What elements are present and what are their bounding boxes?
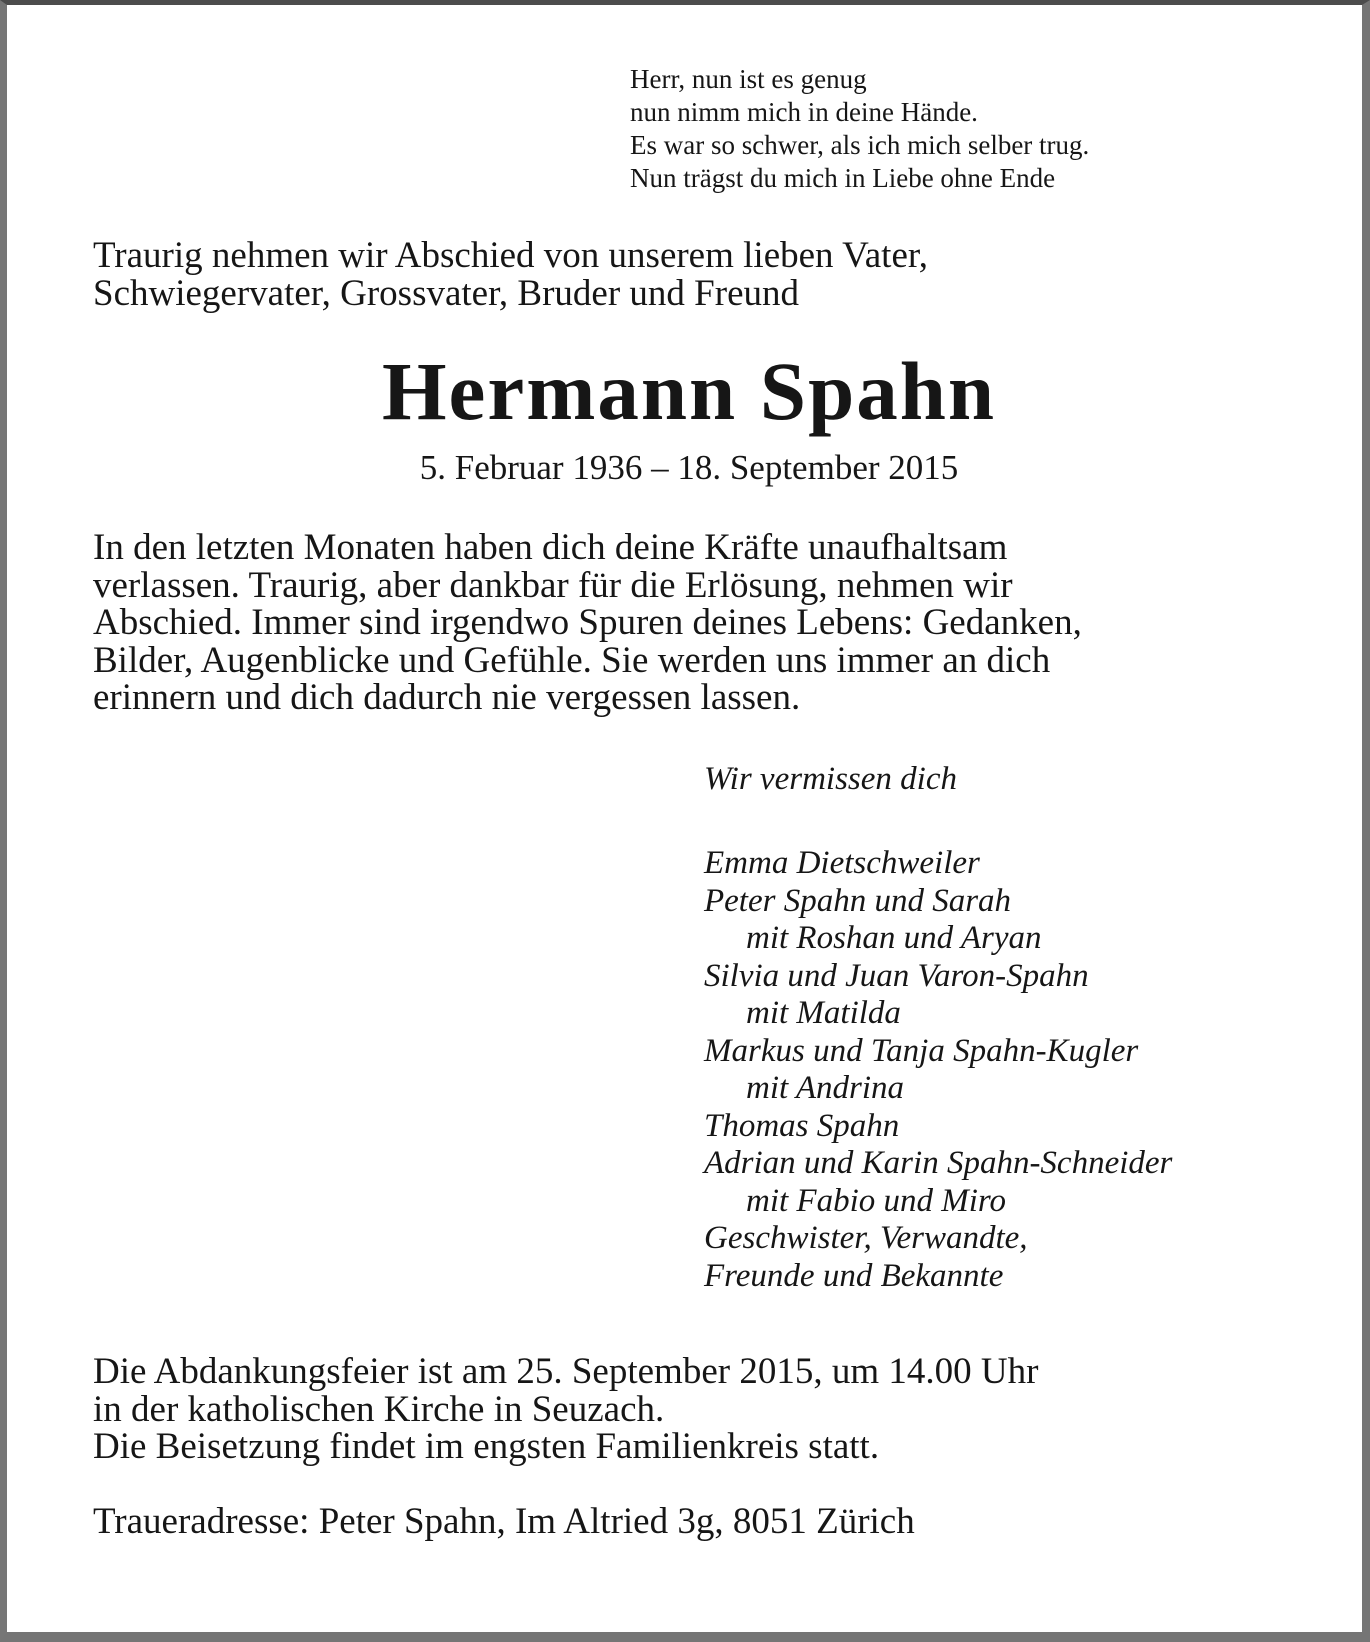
- poem-block: [630, 63, 1089, 195]
- mourner-line: Silvia und Juan Varon-Spahn: [704, 957, 1089, 994]
- mourner-line: Markus und Tanja Spahn-Kugler: [704, 1032, 1139, 1069]
- tribute-block: [93, 529, 1082, 717]
- poem-line: Herr, nun ist es genug: [630, 64, 867, 94]
- intro-block: [93, 237, 928, 312]
- service-line: Die Beisetzung findet im engsten Familienkreis statt.: [93, 1426, 880, 1467]
- mourner-line: Adrian und Karin Spahn-Schneider: [704, 1145, 1173, 1181]
- intro-line: Schwiegervater, Grossvater, Bruder und Freund: [93, 272, 799, 314]
- mourner-line: mit Matilda: [746, 995, 901, 1031]
- intro-line: Traurig nehmen wir Abschied von unserem lieben Vater,: [93, 235, 928, 276]
- mourner-line: Emma Dietschweiler: [704, 845, 980, 881]
- mourner-line: Geschwister, Verwandte,: [704, 1220, 1028, 1256]
- mourner-line: mit Andrina: [746, 1070, 904, 1106]
- service-block: [93, 1353, 1038, 1466]
- poem-line: nun nimm mich in deine Hände.: [630, 97, 978, 127]
- tribute-line: Abschied. Immer sind irgendwo Spuren deines Lebens: Gedanken,: [93, 602, 1082, 643]
- service-line: in der katholischen Kirche in Seuzach.: [93, 1388, 665, 1430]
- tribute-line: Bilder, Augenblicke und Gefühle. Sie werden uns immer an dich: [93, 639, 1051, 681]
- poem-line: Nun trägst du mich in Liebe ohne Ende: [630, 163, 1056, 193]
- mourners-list: [704, 845, 1172, 1295]
- tribute-line: In den letzten Monaten haben dich deine Kräfte unaufhaltsam: [93, 527, 1008, 568]
- service-line: Die Abdankungsfeier ist am 25. September 2015, um 14.00 Uhr: [93, 1351, 1039, 1392]
- mourning-address: Traueradresse: Peter Spahn, Im Altried 3g, 8051 Zürich: [93, 1501, 915, 1542]
- poem-line: Es war so schwer, als ich mich selber trug.: [630, 130, 1090, 160]
- farewell-salutation: Wir vermissen dich: [704, 761, 957, 797]
- deceased-name: Hermann Spahn: [381, 345, 997, 437]
- deceased-dates: 5. Februar 1936 – 18. September 2015: [419, 448, 959, 487]
- mourner-line: mit Fabio und Miro: [746, 1182, 1007, 1219]
- tribute-line: erinnern und dich dadurch nie vergessen lassen.: [93, 677, 801, 718]
- mourner-line: Freunde und Bekannte: [704, 1257, 1004, 1294]
- mourner-line: Peter Spahn und Sarah: [704, 882, 1012, 919]
- mourner-line: Thomas Spahn: [704, 1107, 900, 1144]
- tribute-line: verlassen. Traurig, aber dankbar für die Erlösung, nehmen wir: [93, 564, 1013, 606]
- mourner-line: mit Roshan und Aryan: [746, 920, 1042, 956]
